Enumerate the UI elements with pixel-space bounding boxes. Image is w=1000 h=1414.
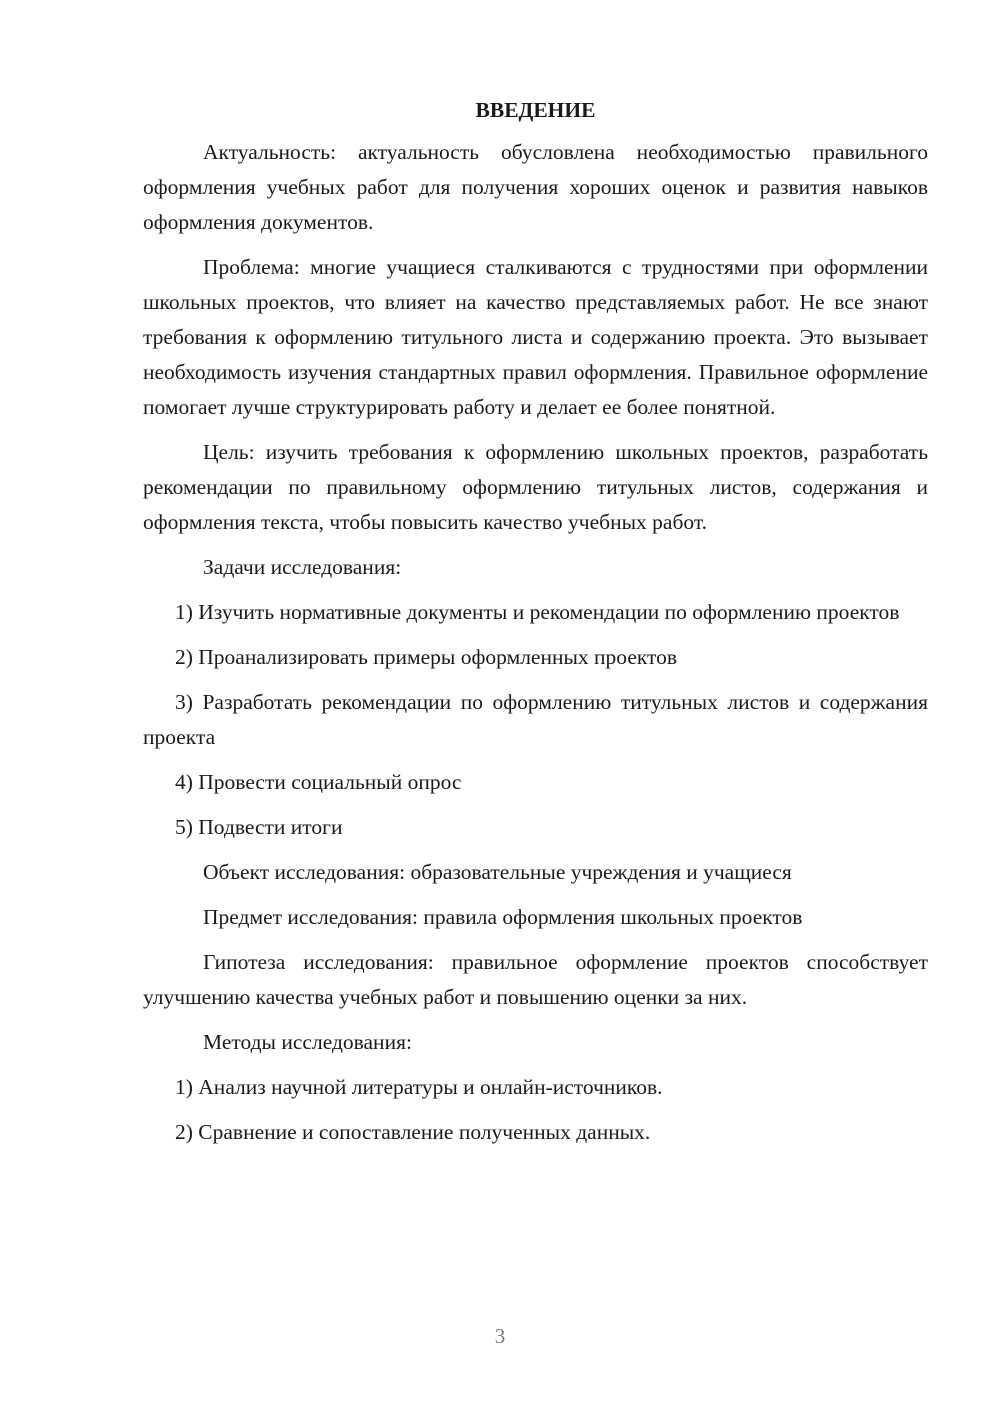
methods-title: Методы исследования: — [203, 1030, 412, 1054]
list-item: 5) Подвести итоги — [175, 815, 343, 839]
list-item: 2) Сравнение и сопоставление полученных данных. — [175, 1120, 651, 1144]
list-item: 2) Проанализировать примеры оформленных проектов — [175, 645, 678, 669]
list-item: 4) Провести социальный опрос — [175, 770, 462, 794]
subject-paragraph: Предмет исследования: правила оформления школьных проектов — [203, 905, 803, 929]
hypothesis-paragraph: Гипотеза исследования: правильное оформление проектов способствует улучшению качества учебных работ и повышению оценки за них. — [143, 950, 928, 1009]
document-page — [143, 95, 928, 1160]
problem-paragraph: Проблема: многие учащиеся сталкиваются с трудностями при оформлении школьных проектов, что влияет на качество представляемых работ. Не все знают требования к оформлению титульного листа и содержанию проекта. Это вызывает необходимость изучения стандартных правил оформления. Правильное оформление помогает лучше структурировать работу и делает ее более понятной. — [143, 255, 928, 419]
list-item: 3) Разработать рекомендации по оформлению титульных листов и содержания проекта — [143, 690, 928, 749]
page-number: 3 — [494, 1324, 506, 1348]
list-item: 1) Анализ научной литературы и онлайн-источников. — [175, 1075, 663, 1099]
list-item: 1) Изучить нормативные документы и рекомендации по оформлению проектов — [175, 600, 900, 624]
object-paragraph: Объект исследования: образовательные учреждения и учащиеся — [203, 860, 792, 884]
relevance-paragraph: Актуальность: актуальность обусловлена необходимостью правильного оформления учебных работ для получения хороших оценок и развития навыков оформления документов. — [143, 140, 928, 234]
tasks-title: Задачи исследования: — [203, 555, 402, 579]
goal-paragraph: Цель: изучить требования к оформлению школьных проектов, разработать рекомендации по правильному оформлению титульных листов, содержания и оформления текста, чтобы повысить качество учебных работ. — [143, 440, 928, 534]
page-title: ВВЕДЕНИЕ — [475, 98, 596, 122]
